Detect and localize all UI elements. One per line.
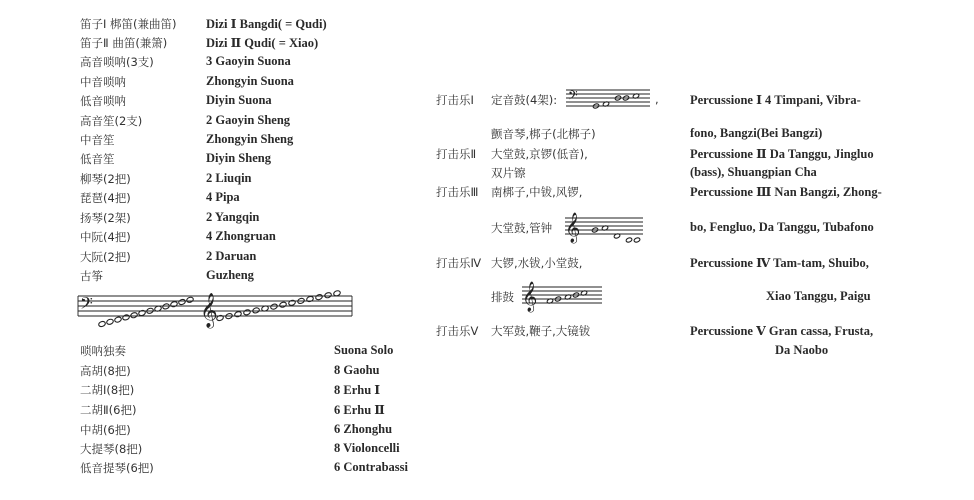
instrument-en: Suona Solo xyxy=(334,343,394,357)
timpani-tuning-staff xyxy=(566,85,656,109)
percussion-en: Da Naobo xyxy=(775,343,829,357)
percussion-zh: 排鼓 xyxy=(491,290,514,304)
note-head xyxy=(98,321,106,328)
percussion-label: 打击乐Ⅲ xyxy=(436,185,479,199)
percussion-zh: 大堂鼓,京锣(低音), xyxy=(491,147,588,161)
percussion-en: bo, Fengluo, Da Tanggu, Tubafono xyxy=(690,220,874,234)
instrument-zh: 高音笙(2支) xyxy=(80,114,143,128)
bass-clef-icon: 𝄢 xyxy=(568,88,578,106)
instrument-zh: 大阮(2把) xyxy=(80,250,131,264)
instrument-zh: 中阮(4把) xyxy=(80,230,131,244)
instrument-zh: 扬琴(2架) xyxy=(80,211,131,225)
percussion-label: 打击乐Ⅱ xyxy=(436,147,477,161)
instrument-zh: 低音提琴(6把) xyxy=(80,461,154,475)
note-head xyxy=(186,296,194,303)
percussion-en: Percussione Ⅱ Da Tanggu, Jingluo xyxy=(690,147,874,161)
instrument-zh: 古筝 xyxy=(80,269,103,283)
note-head xyxy=(324,292,332,299)
instrument-en: 6 Erhu Ⅱ xyxy=(334,403,385,417)
paigu-tuning-staff xyxy=(522,280,606,312)
note-head xyxy=(178,299,186,306)
instrument-en: 8 Violoncelli xyxy=(334,441,400,455)
percussion-zh: 大锣,水钹,小堂鼓, xyxy=(491,256,583,270)
percussion-zh: 颤音琴,梆子(北梆子) xyxy=(491,127,596,141)
instrument-zh: 中音笙 xyxy=(80,133,115,147)
guzheng-tuning-staff xyxy=(78,288,358,332)
instrument-en: Diyin Suona xyxy=(206,93,272,107)
instrument-en: Dizi Ⅰ Bangdi( = Qudi) xyxy=(206,17,327,31)
instrument-en: 2 Liuqin xyxy=(206,171,252,185)
note-head xyxy=(252,307,260,314)
instrument-zh: 柳琴(2把) xyxy=(80,172,131,186)
instrument-en: Guzheng xyxy=(206,268,254,282)
bass-clef-icon: 𝄢 xyxy=(80,293,93,317)
instrument-zh: 低音笙 xyxy=(80,152,115,166)
instrument-zh: 低音唢呐 xyxy=(80,94,126,108)
note-head xyxy=(170,301,178,308)
percussion-zh: 大堂鼓,管钟 xyxy=(491,221,553,235)
percussion-en: Percussione Ⅴ Gran cassa, Frusta, xyxy=(690,324,874,338)
percussion-label: 打击乐Ⅳ xyxy=(436,256,482,270)
percussion-en: fono, Bangzi(Bei Bangzi) xyxy=(690,126,823,140)
instrument-zh: 二胡Ⅱ(6把) xyxy=(80,403,137,417)
note-head xyxy=(122,314,130,321)
instrument-zh: 大提琴(8把) xyxy=(80,442,143,456)
percussion-en: Percussione Ⅰ 4 Timpani, Vibra- xyxy=(690,93,861,107)
treble-clef-icon: 𝄞 xyxy=(522,282,538,312)
percussion-en: Percussione Ⅳ Tam-tam, Shuibo, xyxy=(690,256,869,270)
instrument-en: 8 Erhu Ⅰ xyxy=(334,383,381,397)
instrument-en: 8 Gaohu xyxy=(334,363,380,377)
instrument-en: 4 Zhongruan xyxy=(206,229,276,243)
tubular-bells-staff xyxy=(565,210,645,244)
instrument-en: Diyin Sheng xyxy=(206,151,271,165)
note-head xyxy=(234,311,242,318)
instrument-en: 2 Daruan xyxy=(206,249,257,263)
percussion-en: Xiao Tanggu, Paigu xyxy=(766,289,871,303)
instrument-en: Dizi Ⅱ Qudi( = Xiao) xyxy=(206,36,319,50)
instrument-zh: 高胡(8把) xyxy=(80,364,131,378)
percussion-en: (bass), Shuangpian Cha xyxy=(690,165,817,179)
percussion-zh: 定音鼓(4架): xyxy=(491,93,558,107)
instrument-en: Zhongyin Sheng xyxy=(206,132,294,146)
instrument-en: 4 Pipa xyxy=(206,190,240,204)
instrument-en: Zhongyin Suona xyxy=(206,74,294,88)
instrument-en: 3 Gaoyin Suona xyxy=(206,54,291,68)
percussion-label: 打击乐Ⅴ xyxy=(436,324,479,338)
percussion-zh: 南梆子,中钹,风锣, xyxy=(491,185,583,199)
percussion-zh: 双片镲 xyxy=(491,166,526,180)
note-head xyxy=(625,237,632,243)
treble-clef-icon: 𝄞 xyxy=(200,293,218,328)
note-head xyxy=(288,299,296,306)
instrument-zh: 高音唢呐(3支) xyxy=(80,55,154,69)
note-head xyxy=(243,309,251,316)
treble-clef-icon: 𝄞 xyxy=(565,213,581,243)
note-head xyxy=(270,303,278,310)
instrument-zh: 唢呐独奏 xyxy=(80,344,126,358)
instrument-en: 2 Gaoyin Sheng xyxy=(206,113,291,127)
note-head xyxy=(315,294,323,301)
percussion-en: Percussione Ⅲ Nan Bangzi, Zhong- xyxy=(690,185,882,199)
instrument-zh: 笛子Ⅰ 梆笛(兼曲笛) xyxy=(80,17,177,31)
note-head xyxy=(279,301,287,308)
note-head xyxy=(106,318,114,325)
note-head xyxy=(130,312,138,319)
instrument-en: 2 Yangqin xyxy=(206,210,260,224)
percussion-zh: 大军鼓,鞭子,大镜钹 xyxy=(491,324,591,338)
instrument-zh: 二胡Ⅰ(8把) xyxy=(80,383,135,397)
instrument-en: 6 Zhonghu xyxy=(334,422,393,436)
instrument-zh: 中胡(6把) xyxy=(80,423,131,437)
instrument-zh: 笛子Ⅱ 曲笛(兼箫) xyxy=(80,36,168,50)
instrument-zh: 琵琶(4把) xyxy=(80,191,131,205)
note-head xyxy=(633,237,640,243)
percussion-label: 打击乐Ⅰ xyxy=(436,93,474,107)
instrument-zh: 中音唢呐 xyxy=(80,75,126,89)
instrument-en: 6 Contrabassi xyxy=(334,460,408,474)
note-head xyxy=(114,316,122,323)
